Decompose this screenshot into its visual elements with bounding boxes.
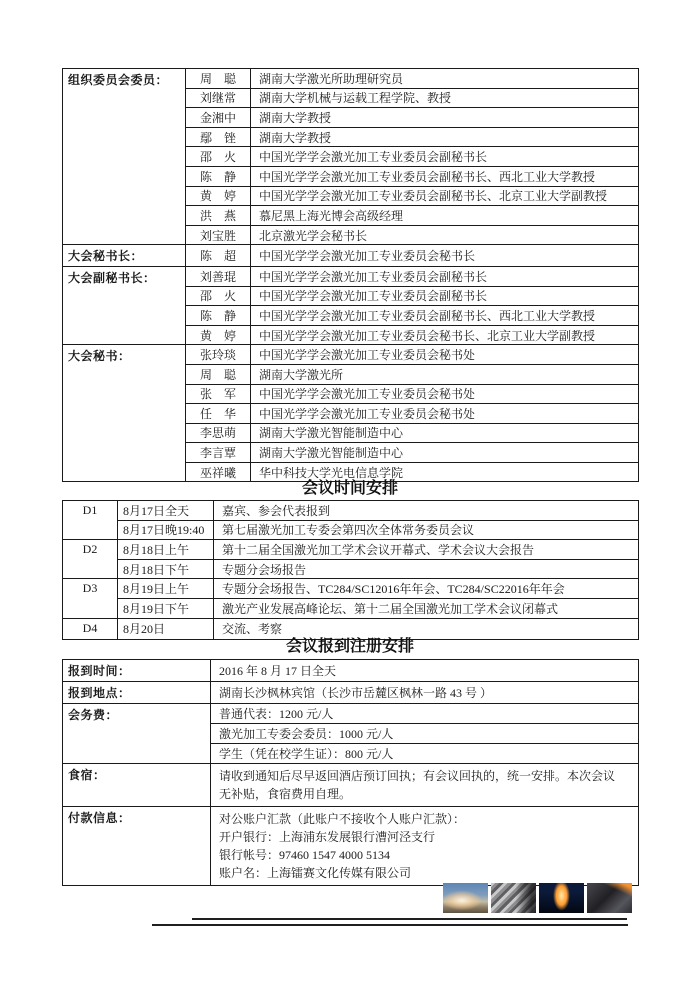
registration-section-title: 会议报到注册安排 [285,638,414,655]
member-name: 李思萌 [186,423,251,443]
registration-text-line: 开户银行：上海浦东发展银行漕河泾支行 [219,830,436,844]
member-affiliation: 中国光学学会激光加工专业委员会秘书处 [251,404,639,424]
member-affiliation: 中国光学学会激光加工专业委员会副秘书长、西北工业大学教授 [251,166,639,186]
member-affiliation: 中国光学学会激光加工专业委员会副秘书长、西北工业大学教授 [251,306,639,326]
schedule-time: 8月18日上午 [118,540,214,560]
registration-text-line: 2016 年 8 月 17 日全天 [219,663,337,678]
registration-row [63,704,639,724]
member-name: 李言覃 [186,443,251,463]
member-name: 黄 婷 [186,325,251,345]
registration-row-label: 付款信息： [63,807,211,886]
registration-text-line: 请收到通知后尽早返回酒店预订回执；有会议回执的，统一安排。本次会议 [219,769,616,783]
registration-row [63,807,639,886]
committee-row [63,266,639,286]
registration-row-value: 激光加工专委会委员：1000 元/人 [211,724,639,744]
schedule-row [63,579,639,599]
schedule-row [63,559,639,579]
registration-row-label: 报到地点： [63,682,211,704]
committee-table-body [63,69,639,482]
member-name: 陈 静 [186,306,251,326]
schedule-event: 专题分会场报告 [214,559,639,579]
committee-section-label: 大会秘书： [63,345,186,482]
registration-text-line: 湖南长沙枫林宾馆（长沙市岳麓区枫林一路 43 号 ） [219,685,493,700]
member-name: 陈 超 [186,245,251,267]
registration-row-label: 食宿： [63,764,211,807]
schedule-time: 8月17日全天 [118,501,214,521]
member-affiliation: 湖南大学机械与运载工程学院、教授 [251,88,639,108]
member-name: 黄 婷 [186,186,251,206]
footer-rule-lower [152,924,628,926]
member-name: 刘宝胜 [186,225,251,245]
registration-row-label: 报到时间： [63,660,211,682]
schedule-time: 8月20日 [118,618,214,640]
schedule-time: 8月19日上午 [118,579,214,599]
schedule-row [63,540,639,560]
rocket-launch-photo [443,883,488,913]
schedule-row [63,520,639,540]
member-name: 张 军 [186,384,251,404]
footer-rule-upper [192,918,627,920]
member-name: 刘继常 [186,88,251,108]
schedule-event: 第十二届全国激光加工学术会议开幕式、学术会议大会报告 [214,540,639,560]
committee-section-label: 大会秘书长： [63,245,186,267]
member-affiliation: 中国光学学会激光加工专业委员会副秘书长 [251,147,639,167]
schedule-table-body [63,501,639,640]
committee-section-label: 大会副秘书长： [63,266,186,344]
registration-row-value: 学生（凭在校学生证）：800 元/人 [211,744,639,764]
registration-table [62,659,639,886]
schedule-table [62,500,639,640]
member-affiliation: 中国光学学会激光加工专业委员会副秘书长 [251,286,639,306]
laser-cutting-sparks-photo [539,883,584,913]
registration-text-line: 账户名：上海镭赛文化传媒有限公司 [219,866,412,880]
member-affiliation: 湖南大学激光智能制造中心 [251,423,639,443]
member-name: 周 聪 [186,364,251,384]
registration-row [63,764,639,807]
schedule-day-label: D4 [63,618,118,640]
schedule-row [63,598,639,618]
committee-row [63,245,639,267]
member-name: 陈 静 [186,166,251,186]
member-affiliation: 中国光学学会激光加工专业委员会副秘书长 [251,266,639,286]
schedule-event: 嘉宾、参会代表报到 [214,501,639,521]
member-affiliation: 湖南大学激光智能制造中心 [251,443,639,463]
committee-section-label: 组织委员会委员： [63,69,186,245]
registration-row [63,660,639,682]
registration-table-body [63,660,639,886]
schedule-event: 交流、考察 [214,618,639,640]
member-name: 巫祥曦 [186,462,251,482]
member-affiliation: 北京激光学会秘书长 [251,225,639,245]
member-name: 邵 火 [186,147,251,167]
registration-row-value [211,807,639,886]
member-name: 任 华 [186,404,251,424]
member-name: 洪 燕 [186,206,251,226]
member-affiliation: 中国光学学会激光加工专业委员会秘书处 [251,345,639,365]
schedule-time: 8月18日下午 [118,559,214,579]
schedule-time: 8月19日下午 [118,598,214,618]
member-affiliation: 中国光学学会激光加工专业委员会秘书处 [251,384,639,404]
registration-row-label: 会务费： [63,704,211,764]
registration-text-line: 无补贴，食宿费用自理。 [219,787,352,801]
member-name: 金湘中 [186,108,251,128]
schedule-time: 8月17日晚19:40 [118,520,214,540]
member-affiliation: 湖南大学激光所助理研究员 [251,69,639,89]
registration-row [63,682,639,704]
machined-metal-part-photo [491,883,536,913]
laser-machining-head-photo [587,883,632,913]
schedule-day-label: D3 [63,579,118,618]
member-affiliation: 中国光学学会激光加工专业委员会秘书长、北京工业大学副教授 [251,325,639,345]
member-name: 邵 火 [186,286,251,306]
registration-text-line: 对公账户汇款（此账户不接收个人账户汇款）： [219,812,466,826]
member-affiliation: 中国光学学会激光加工专业委员会秘书长 [251,245,639,267]
schedule-event: 激光产业发展高峰论坛、第十二届全国激光加工学术会议闭幕式 [214,598,639,618]
schedule-section-title: 会议时间安排 [301,480,398,497]
member-affiliation: 湖南大学教授 [251,108,639,128]
registration-text-line: 银行帐号：97460 1547 4000 5134 [219,848,391,862]
member-name: 张玲琰 [186,345,251,365]
schedule-row [63,501,639,521]
registration-row-value [211,660,639,682]
schedule-day-label: D2 [63,540,118,579]
schedule-event: 专题分会场报告、TC284/SC12016年年会、TC284/SC22016年年会 [214,579,639,599]
photo-strip [443,883,632,913]
committee-table [62,68,639,482]
schedule-day-label: D1 [63,501,118,540]
member-name: 刘善琨 [186,266,251,286]
committee-row [63,345,639,365]
member-name: 周 聪 [186,69,251,89]
member-affiliation: 华中科技大学光电信息学院 [251,462,639,482]
member-affiliation: 慕尼黑上海光博会高级经理 [251,206,639,226]
member-name: 鄢 锉 [186,127,251,147]
schedule-event: 第七届激光加工专委会第四次全体常务委员会议 [214,520,639,540]
registration-row-value: 普通代表：1200 元/人 [211,704,639,724]
member-affiliation: 中国光学学会激光加工专业委员会副秘书长、北京工业大学副教授 [251,186,639,206]
member-affiliation: 湖南大学教授 [251,127,639,147]
registration-row-value [211,682,639,704]
committee-row [63,69,639,89]
member-affiliation: 湖南大学激光所 [251,364,639,384]
registration-row-value [211,764,639,807]
